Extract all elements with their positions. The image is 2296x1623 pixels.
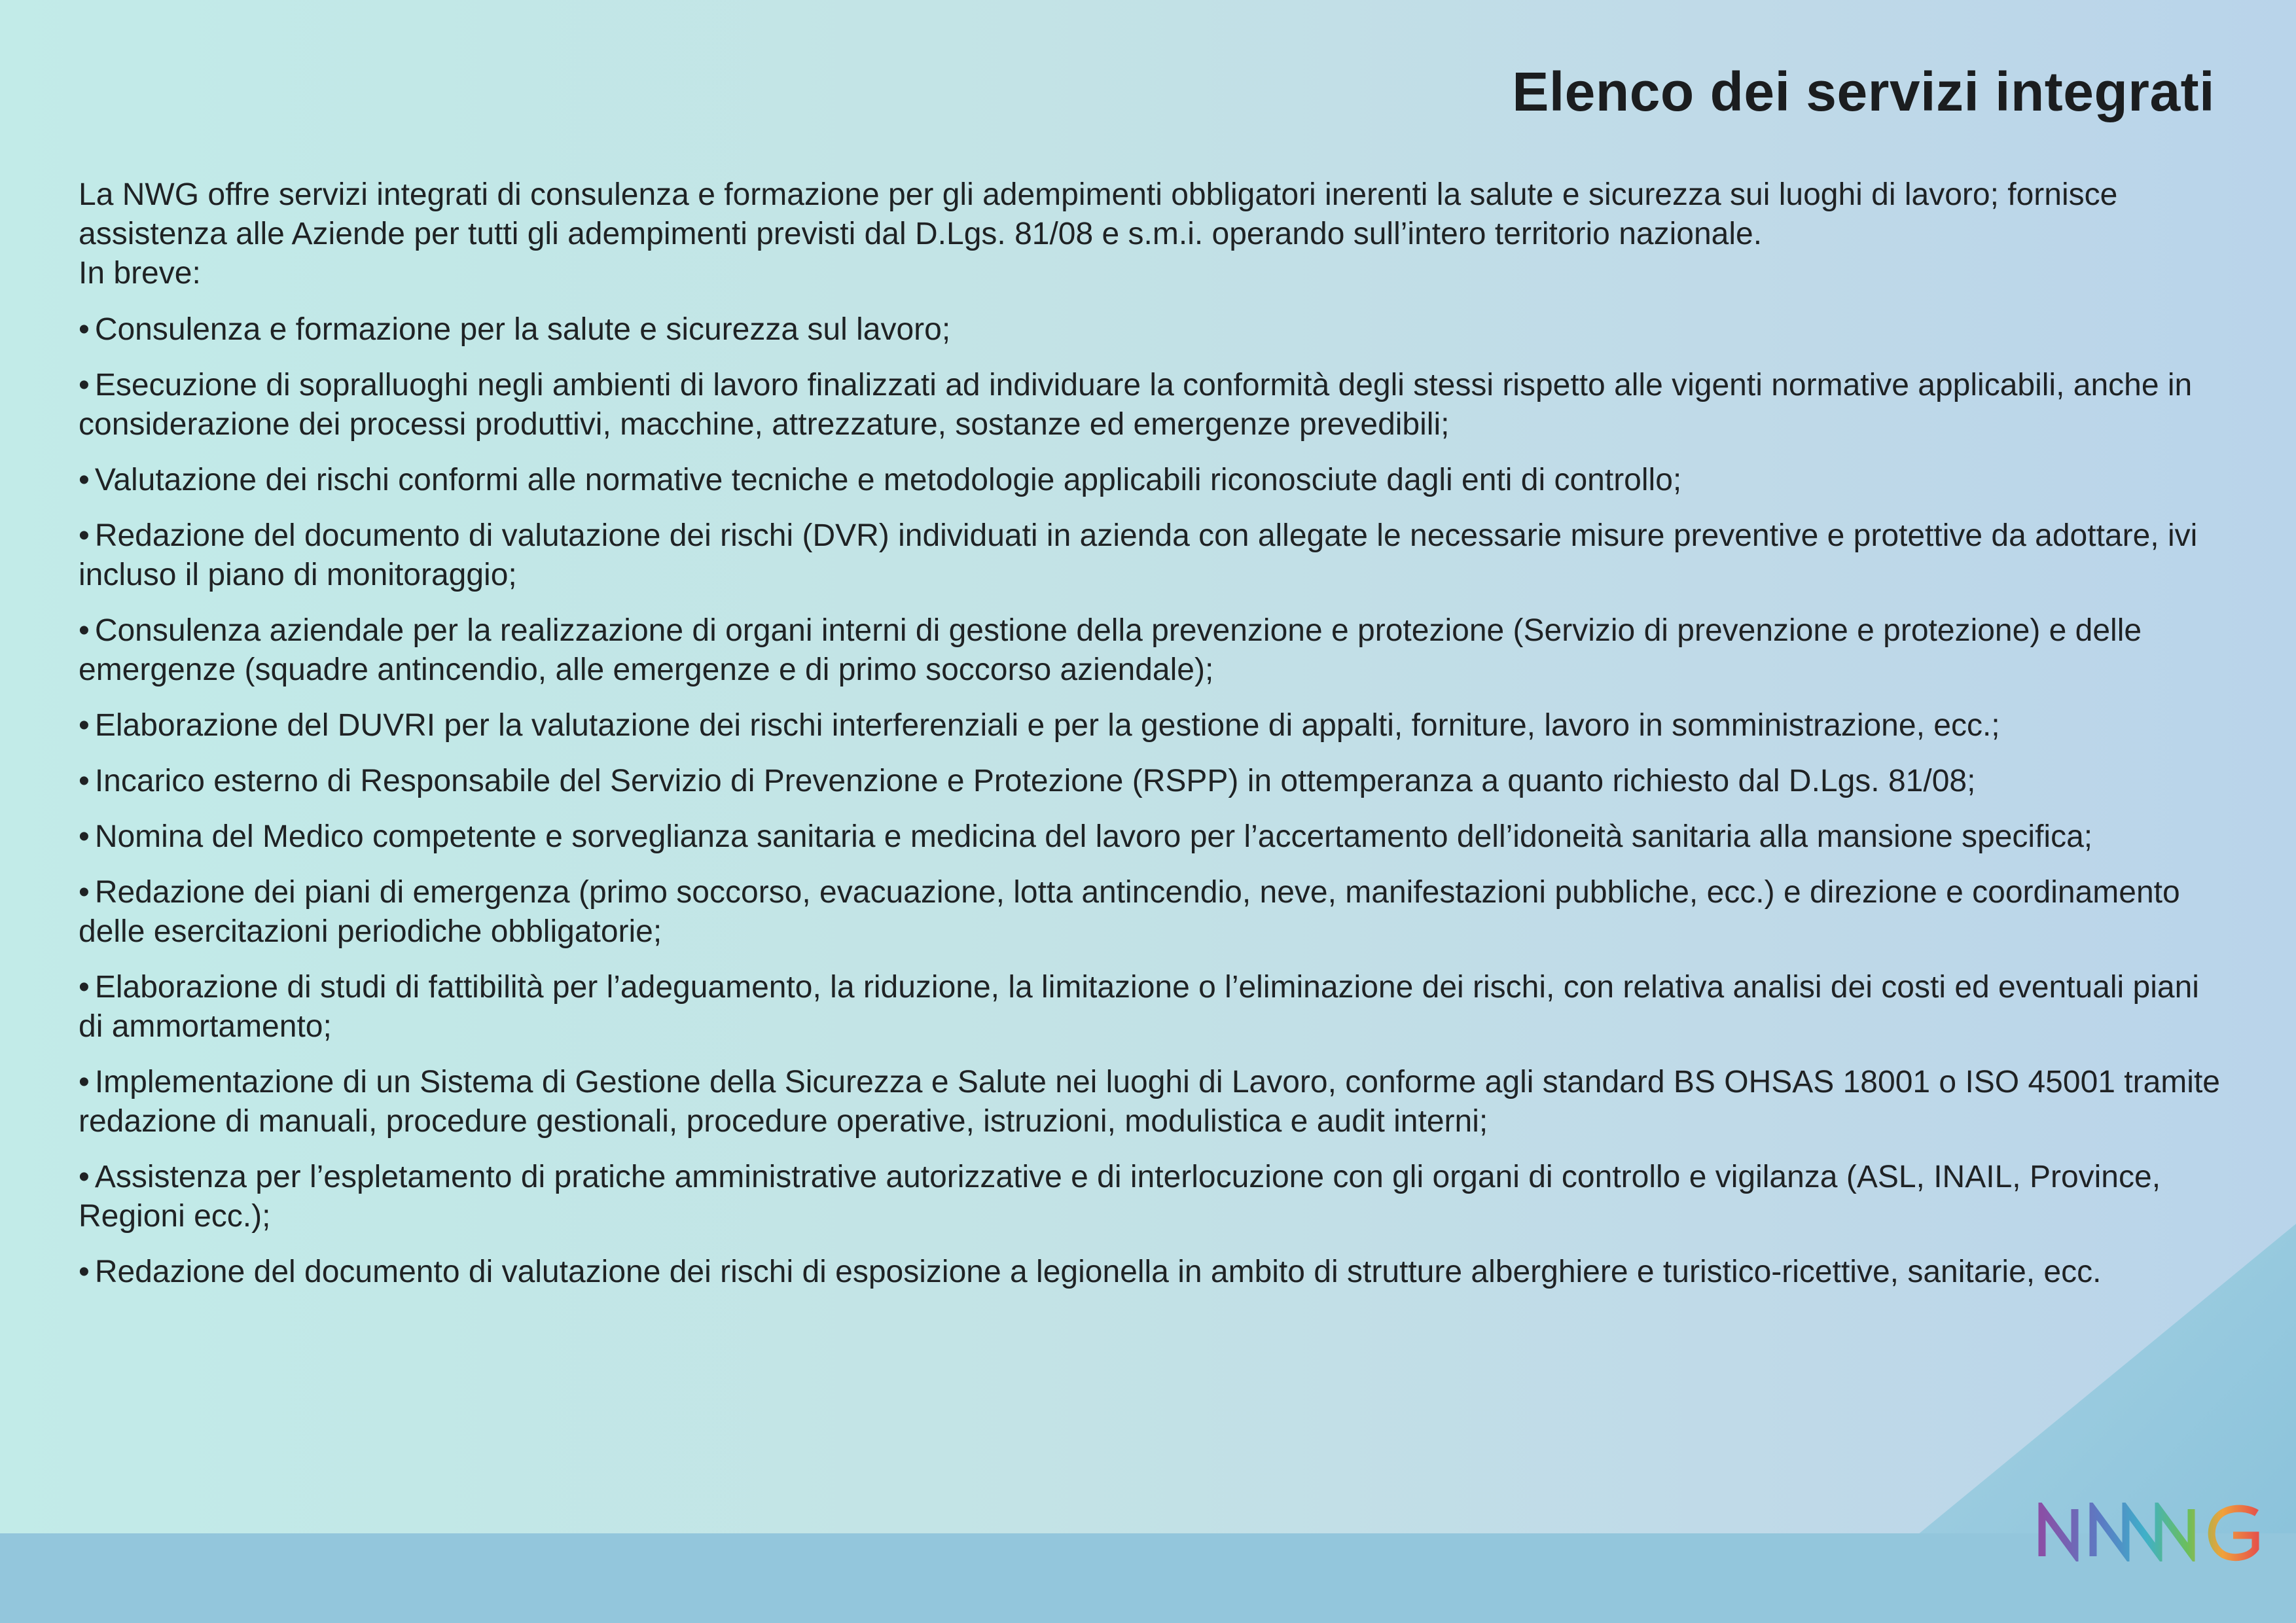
service-text: Redazione dei piani di emergenza (primo soccorso, evacuazione, lotta antincendio, neve, manifestazioni pubbliche, ecc.) e direzione e coordinamento delle esercitazioni periodiche obbligatorie; (79, 875, 2180, 949)
logo-mark (2042, 1508, 2257, 1558)
service-item (79, 310, 2232, 349)
service-text: Consulenza e formazione per la salute e sicurezza sul lavoro; (94, 312, 951, 347)
nwg-logo (2037, 1503, 2262, 1561)
intro-paragraph: La NWG offre servizi integrati di consulenza e formazione per gli adempimenti obbligatori inerenti la salute e sicurezza sui luoghi di lavoro; fornisce assistenza alle Aziende per tutti gli adempimenti previsti dal D.Lgs. 81/08 e s.m.i. operando sull’intero territorio nazionale. (79, 177, 2118, 251)
service-item (79, 817, 2232, 857)
service-item (79, 366, 2232, 444)
content-body (79, 175, 2232, 1308)
service-item (79, 762, 2232, 801)
services-list (79, 310, 2232, 1292)
bullet-icon: • (79, 368, 90, 402)
service-item (79, 1063, 2232, 1141)
service-item (79, 516, 2232, 595)
bullet-icon: • (79, 708, 90, 743)
service-item (79, 706, 2232, 745)
service-text: Incarico esterno di Responsabile del Servizio di Prevenzione e Protezione (RSPP) in ottemperanza a quanto richiesto dal D.Lgs. 81/08; (94, 764, 1976, 798)
service-item (79, 1158, 2232, 1236)
bullet-icon: • (79, 1065, 90, 1099)
service-text: Implementazione di un Sistema di Gestione della Sicurezza e Salute nei luoghi di Lavoro, conforme agli standard BS OHSAS 18001 o ISO 45001 tramite redazione di manuali, procedure gestionali, procedure operative, istruzioni, modulistica e audit interni; (79, 1065, 2220, 1139)
in-breve-label: In breve: (79, 256, 201, 291)
bullet-icon: • (79, 463, 90, 497)
bullet-icon: • (79, 1255, 90, 1289)
service-text: Redazione del documento di valutazione dei rischi (DVR) individuati in azienda con allegate le necessarie misure preventive e protettive da adottare, ivi incluso il piano di monitoraggio; (79, 518, 2198, 592)
service-item (79, 611, 2232, 690)
service-text: Valutazione dei rischi conformi alle normative tecniche e metodologie applicabili riconosciute dagli enti di controllo; (94, 463, 1682, 497)
service-text: Redazione del documento di valutazione dei rischi di esposizione a legionella in ambito di strutture alberghiere e turistico-ricettive, sanitarie, ecc. (94, 1255, 2102, 1289)
bullet-icon: • (79, 613, 90, 648)
service-text: Nomina del Medico competente e sorveglianza sanitaria e medicina del lavoro per l’accertamento dell’idoneità sanitaria alla mansione specifica; (94, 819, 2093, 854)
page-title: Elenco dei servizi integrati (1512, 61, 2215, 122)
service-item (79, 461, 2232, 500)
service-text: Elaborazione di studi di fattibilità per l’adeguamento, la riduzione, la limitazione o l’eliminazione dei rischi, con relativa analisi dei costi ed eventuali piani di ammortamento; (79, 970, 2199, 1044)
service-text: Assistenza per l’espletamento di pratiche amministrative autorizzative e di interlocuzione con gli organi di controllo e vigilanza (ASL, INAIL, Province, Regioni ecc.); (79, 1160, 2161, 1234)
bullet-icon: • (79, 875, 90, 910)
service-text: Elaborazione del DUVRI per la valutazione dei rischi interferenziali e per la gestione di appalti, forniture, lavoro in somministrazione, ecc.; (94, 708, 2000, 743)
service-item (79, 1253, 2232, 1292)
bullet-icon: • (79, 970, 90, 1005)
service-text: Esecuzione di sopralluoghi negli ambienti di lavoro finalizzati ad individuare la conformità degli stessi rispetto alle vigenti normative applicabili, anche in considerazione dei processi produttivi, macchine, attrezzature, sostanze ed emergenze prevedibili; (79, 368, 2193, 442)
service-item (79, 968, 2232, 1046)
bullet-icon: • (79, 518, 90, 553)
bottom-band (0, 1533, 2296, 1623)
bullet-icon: • (79, 764, 90, 798)
bullet-icon: • (79, 312, 90, 347)
service-item (79, 873, 2232, 952)
bullet-icon: • (79, 819, 90, 854)
service-text: Consulenza aziendale per la realizzazione di organi interni di gestione della prevenzione e protezione (Servizio di prevenzione e protezione) e delle emergenze (squadre antincendio, alle emergenze e di primo soccorso aziendale); (79, 613, 2142, 687)
bullet-icon: • (79, 1160, 90, 1194)
